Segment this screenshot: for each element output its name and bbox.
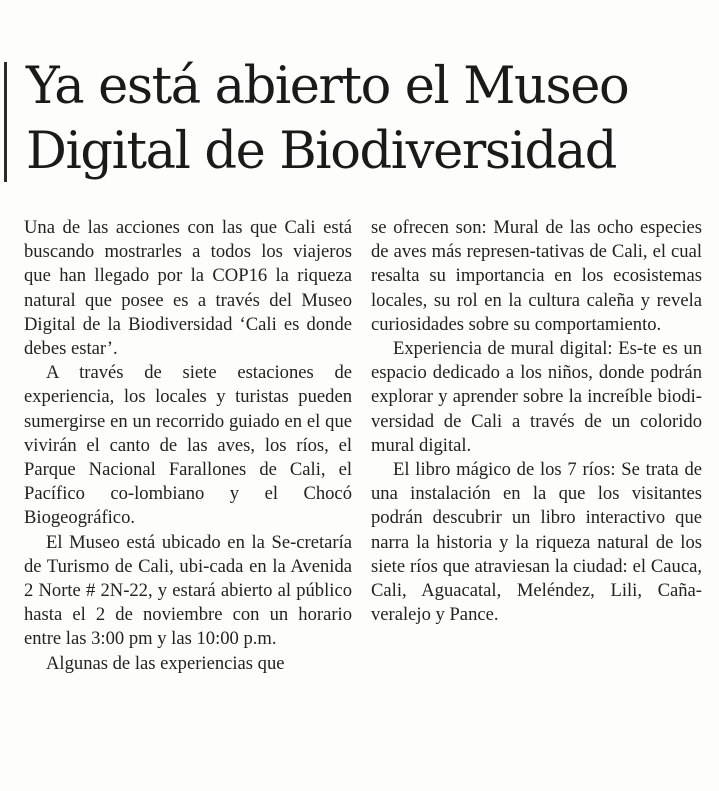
paragraph: Experiencia de mural digital: Es-te es un espacio dedicado a los niños, donde podrán explorar y aprender sobre la increíble biodi-versidad de Cali a través de un colorido mural digital. <box>371 338 702 456</box>
article-column-left <box>24 216 352 676</box>
article-column-right <box>371 216 702 627</box>
column-rule <box>4 62 7 182</box>
paragraph: se ofrecen son: Mural de las ocho especies de aves más represen-tativas de Cali, el cual resalta su importancia en los ecosistemas locales, su rol en la cultura caleña y revela curiosidades sobre su comportamiento. <box>371 217 702 335</box>
paragraph: Algunas de las experiencias que <box>46 652 285 674</box>
paragraph: A través de siete estaciones de experiencia, los locales y turistas pueden sumergirse en un recorrido guiado en el que vivirán el canto de las aves, los ríos, el Parque Nacional Farallones de Cali, el Pacífico co-lombiano y el Chocó Biogeográfico. <box>24 362 352 529</box>
paragraph: El libro mágico de los 7 ríos: Se trata de una instalación en la que los visitantes podrán descubrir un libro interactivo que narra la historia y la riqueza natural de los siete ríos que atraviesan la ciudad: el Cauca, Cali, Aguacatal, Meléndez, Lili, Caña-veralejo y Pance. <box>371 459 702 626</box>
paragraph: El Museo está ubicado en la Se-cretaría de Turismo de Cali, ubi-cada en la Avenida 2 Norte # 2N-22, y estará abierto al público hasta el 2 de noviembre con un horario entre las 3:00 pm y las 10:00 p.m. <box>24 531 352 650</box>
paragraph: Una de las acciones con las que Cali está buscando mostrarles a todos los viajeros que han llegado por la COP16 la riqueza natural que posee es a través del Museo Digital de la Biodiversidad ‘Cali es donde debes estar’. <box>24 217 352 360</box>
article-headline: Ya está abierto el Museo Digital de Biodiversidad <box>26 57 629 181</box>
